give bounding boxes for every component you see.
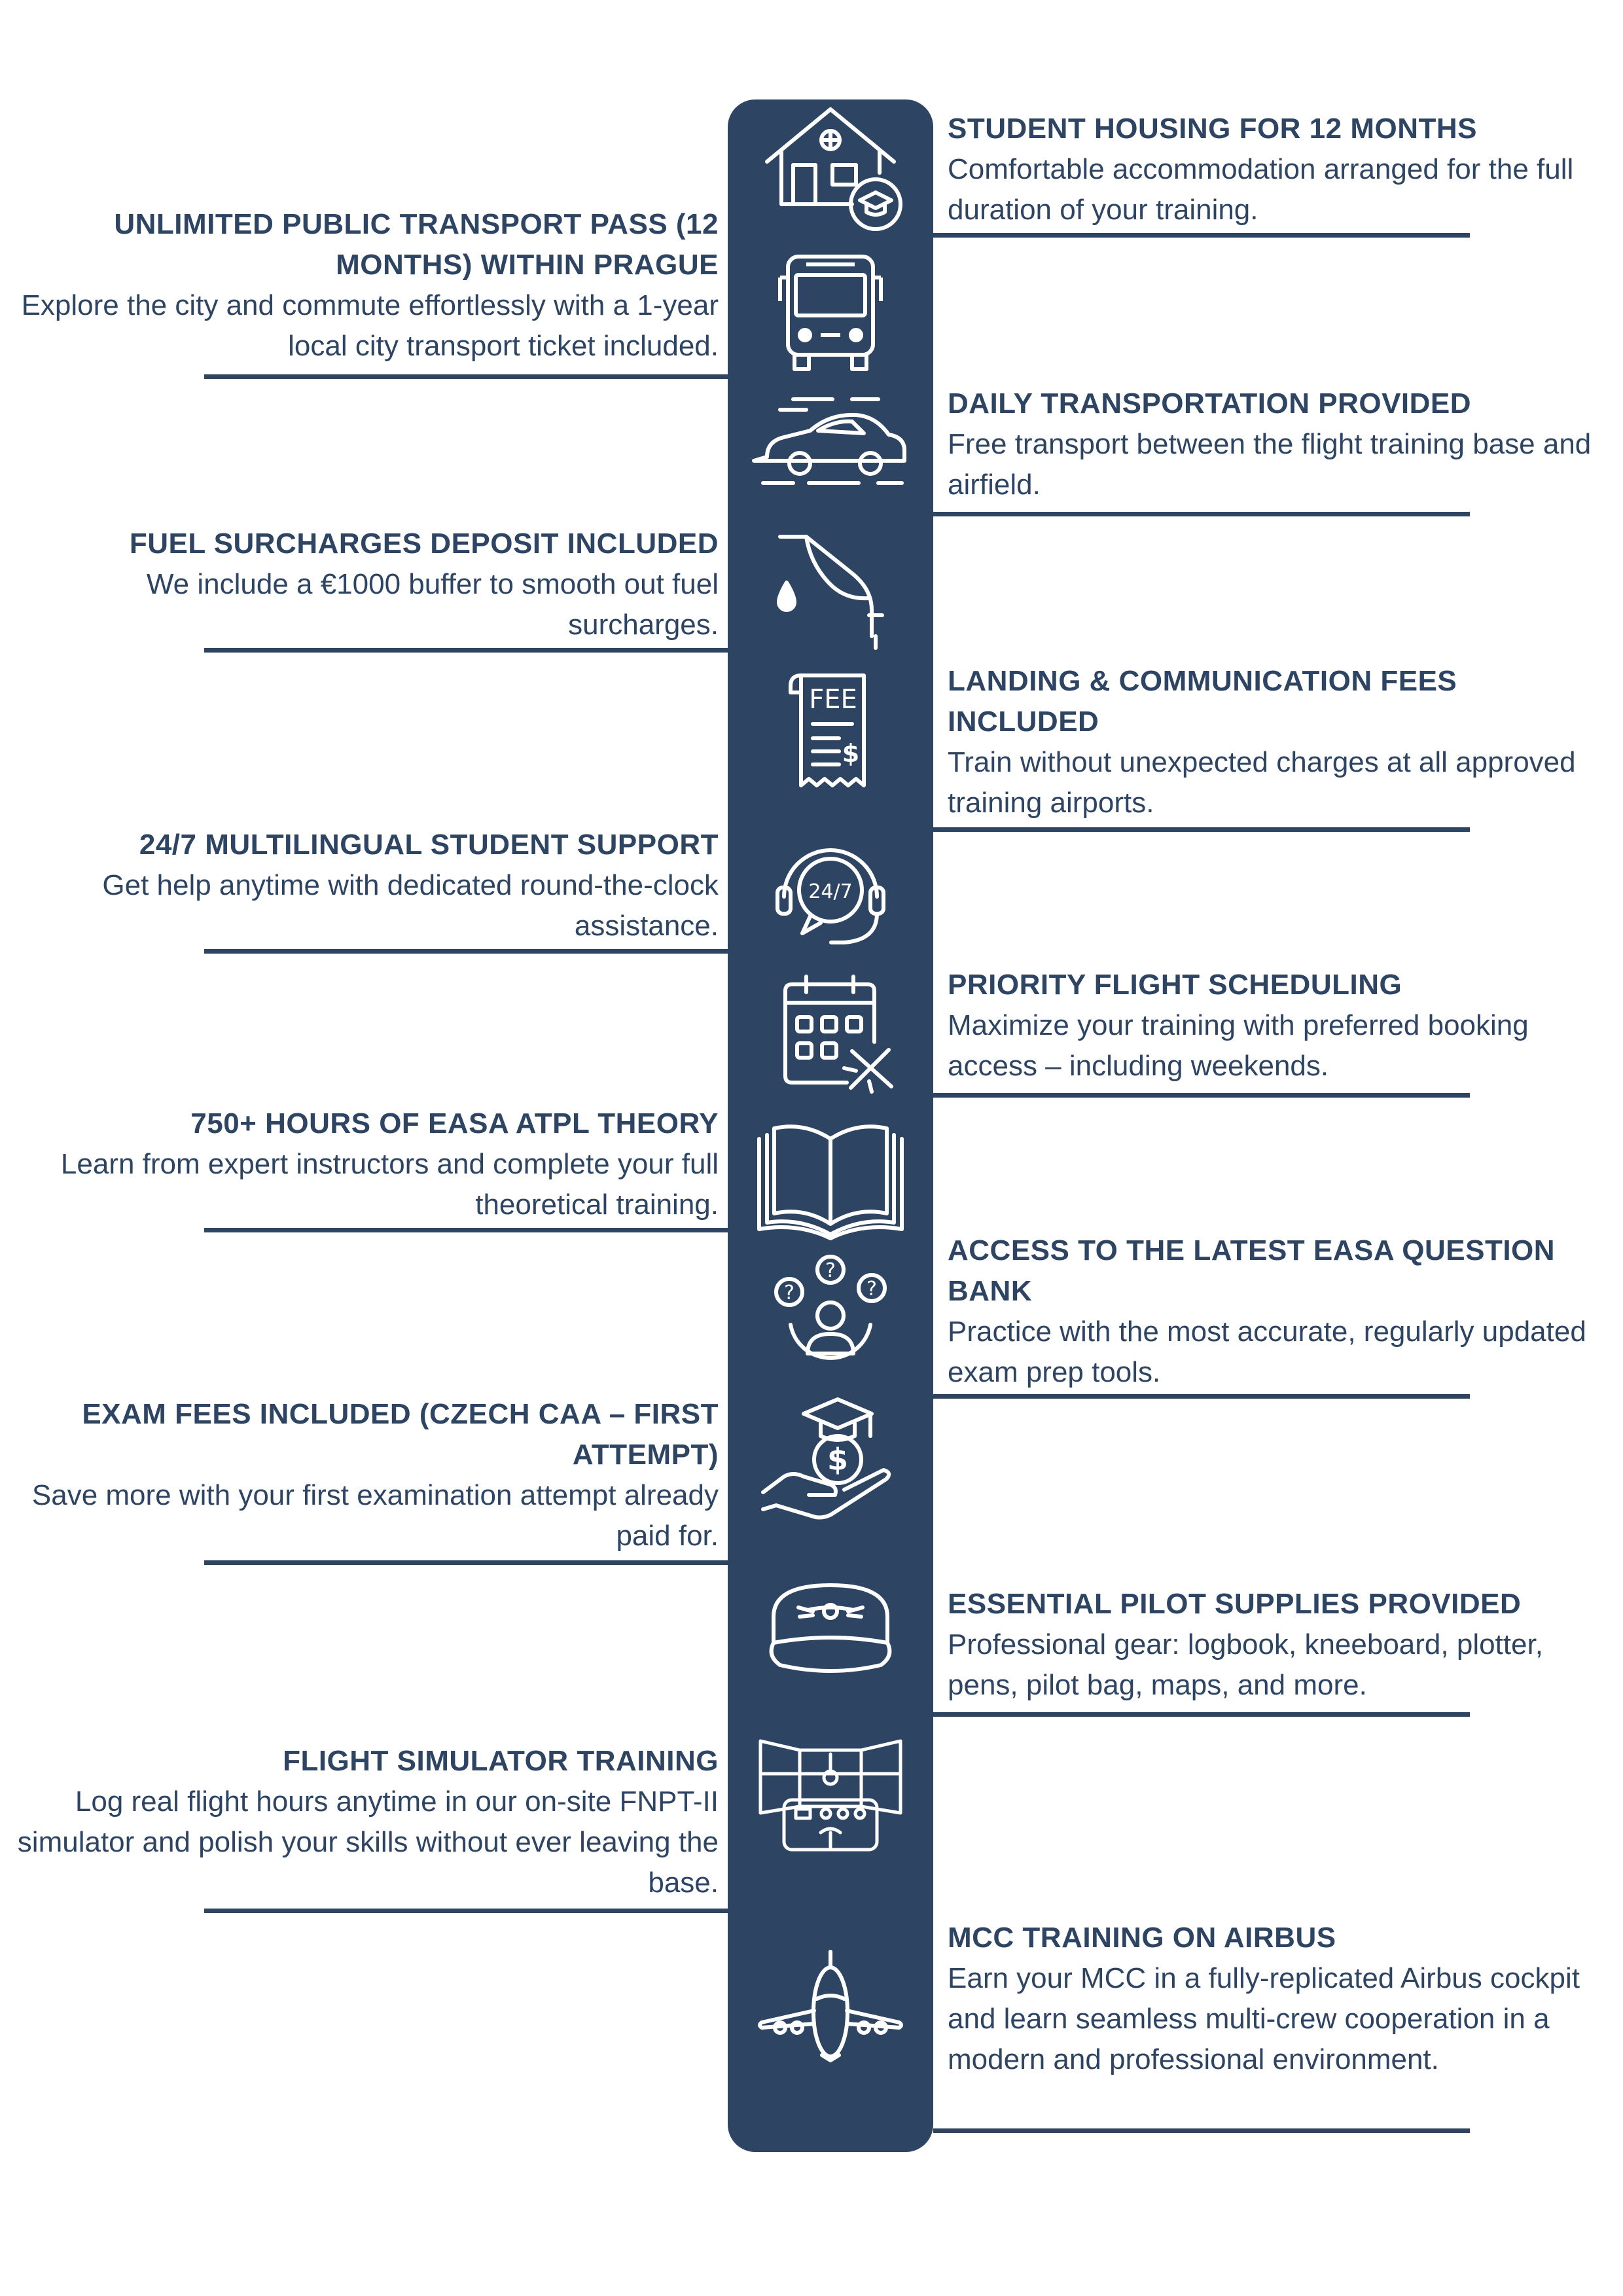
simulator-cockpit-icon (754, 1728, 907, 1859)
divider (204, 949, 728, 954)
support-headset-icon (754, 825, 907, 956)
benefit-title: DAILY TRANSPORTATION PROVIDED (948, 387, 1472, 420)
divider (204, 1560, 728, 1565)
benefit-exam-fees (14, 1394, 719, 1556)
divider (933, 233, 1470, 238)
benefit-description: Learn from expert instructors and complete your full theoretical training. (60, 1148, 719, 1221)
benefit-title: 24/7 MULTILINGUAL STUDENT SUPPORT (139, 829, 719, 861)
benefit-description: Earn your MCC in a fully-replicated Airbus cockpit and learn seamless multi-crew cooperation in a modern and professional environment. (948, 1962, 1580, 2075)
benefit-description: Get help anytime with dedicated round-the-clock assistance. (102, 869, 719, 942)
benefit-description: Explore the city and commute effortlessly with a 1-year local city transport ticket included. (21, 289, 719, 362)
benefit-title: MCC TRAINING ON AIRBUS (948, 1922, 1336, 1954)
svg-text:?: ? (784, 1282, 794, 1304)
svg-text:$: $ (842, 739, 860, 768)
benefit-flight-scheduling (948, 965, 1609, 1086)
question-person-icon (754, 1244, 907, 1374)
bus-icon (754, 249, 907, 380)
benefit-description: Maximize your training with preferred booking access – including weekends. (948, 1009, 1529, 1082)
benefit-student-support (14, 825, 719, 946)
divider (204, 648, 728, 653)
svg-text:$: $ (827, 1442, 849, 1477)
benefit-title: UNLIMITED PUBLIC TRANSPORT PASS (12 MONTHS) WITHIN PRAGUE (114, 208, 719, 281)
benefit-pilot-supplies (948, 1584, 1609, 1706)
pilot-cap-icon (754, 1559, 907, 1690)
benefit-student-housing (948, 109, 1609, 230)
benefit-title: STUDENT HOUSING FOR 12 MONTHS (948, 113, 1477, 145)
divider (933, 1394, 1470, 1399)
benefit-public-transport (14, 204, 719, 367)
benefit-description: Comfortable accommodation arranged for the full duration of your training. (948, 153, 1574, 226)
benefit-description: Free transport between the flight training base and airfield. (948, 428, 1592, 501)
benefit-title: LANDING & COMMUNICATION FEES INCLUDED (948, 665, 1457, 738)
benefit-description: Practice with the most accurate, regularly updated exam prep tools. (948, 1316, 1586, 1388)
house-graduation-icon (754, 99, 907, 230)
divider (204, 374, 728, 379)
benefit-description: Save more with your first examination attempt already paid for. (31, 1479, 719, 1552)
benefit-flight-simulator (14, 1741, 719, 1903)
divider (933, 1093, 1470, 1098)
benefit-daily-transportation (948, 384, 1609, 505)
support-icon-text: 24/7 (808, 880, 853, 903)
svg-text:?: ? (866, 1278, 877, 1300)
divider (204, 1228, 728, 1232)
hand-money-graduation-icon (754, 1394, 907, 1525)
benefit-fuel-surcharges (14, 524, 719, 645)
benefit-title: EXAM FEES INCLUDED (CZECH CAA – FIRST ATTEMPT) (82, 1398, 719, 1471)
benefit-description: Train without unexpected charges at all approved training airports. (948, 746, 1576, 819)
divider (933, 2128, 1470, 2133)
divider (204, 1909, 728, 1913)
calendar-plane-icon (754, 970, 907, 1101)
fuel-nozzle-icon (754, 517, 907, 648)
divider (933, 1712, 1470, 1717)
fee-receipt-icon (754, 666, 907, 797)
svg-text:FEE: FEE (809, 685, 857, 715)
svg-text:?: ? (825, 1259, 836, 1282)
benefit-description: Log real flight hours anytime in our on-site FNPT-II simulator and polish your skills without ever leaving the base. (17, 1785, 719, 1899)
benefit-title: ESSENTIAL PILOT SUPPLIES PROVIDED (948, 1588, 1522, 1620)
divider (933, 512, 1470, 516)
benefit-atpl-theory (14, 1103, 719, 1225)
benefit-title: PRIORITY FLIGHT SCHEDULING (948, 969, 1402, 1001)
benefit-title: ACCESS TO THE LATEST EASA QUESTION BANK (948, 1234, 1556, 1307)
benefit-landing-fees (948, 661, 1609, 823)
benefit-title: FLIGHT SIMULATOR TRAINING (283, 1745, 719, 1777)
car-icon (754, 378, 907, 509)
divider (933, 827, 1470, 832)
airplane-icon (754, 1940, 907, 2071)
benefit-title: 750+ HOURS OF EASA ATPL THEORY (190, 1107, 719, 1139)
benefit-description: Professional gear: logbook, kneeboard, plotter, pens, pilot bag, maps, and more. (948, 1628, 1543, 1701)
benefit-question-bank (948, 1230, 1609, 1393)
benefit-title: FUEL SURCHARGES DEPOSIT INCLUDED (129, 528, 719, 560)
benefit-mcc-training (948, 1918, 1609, 2080)
open-book-icon (754, 1113, 907, 1244)
benefit-description: We include a €1000 buffer to smooth out fuel surcharges. (146, 568, 719, 641)
